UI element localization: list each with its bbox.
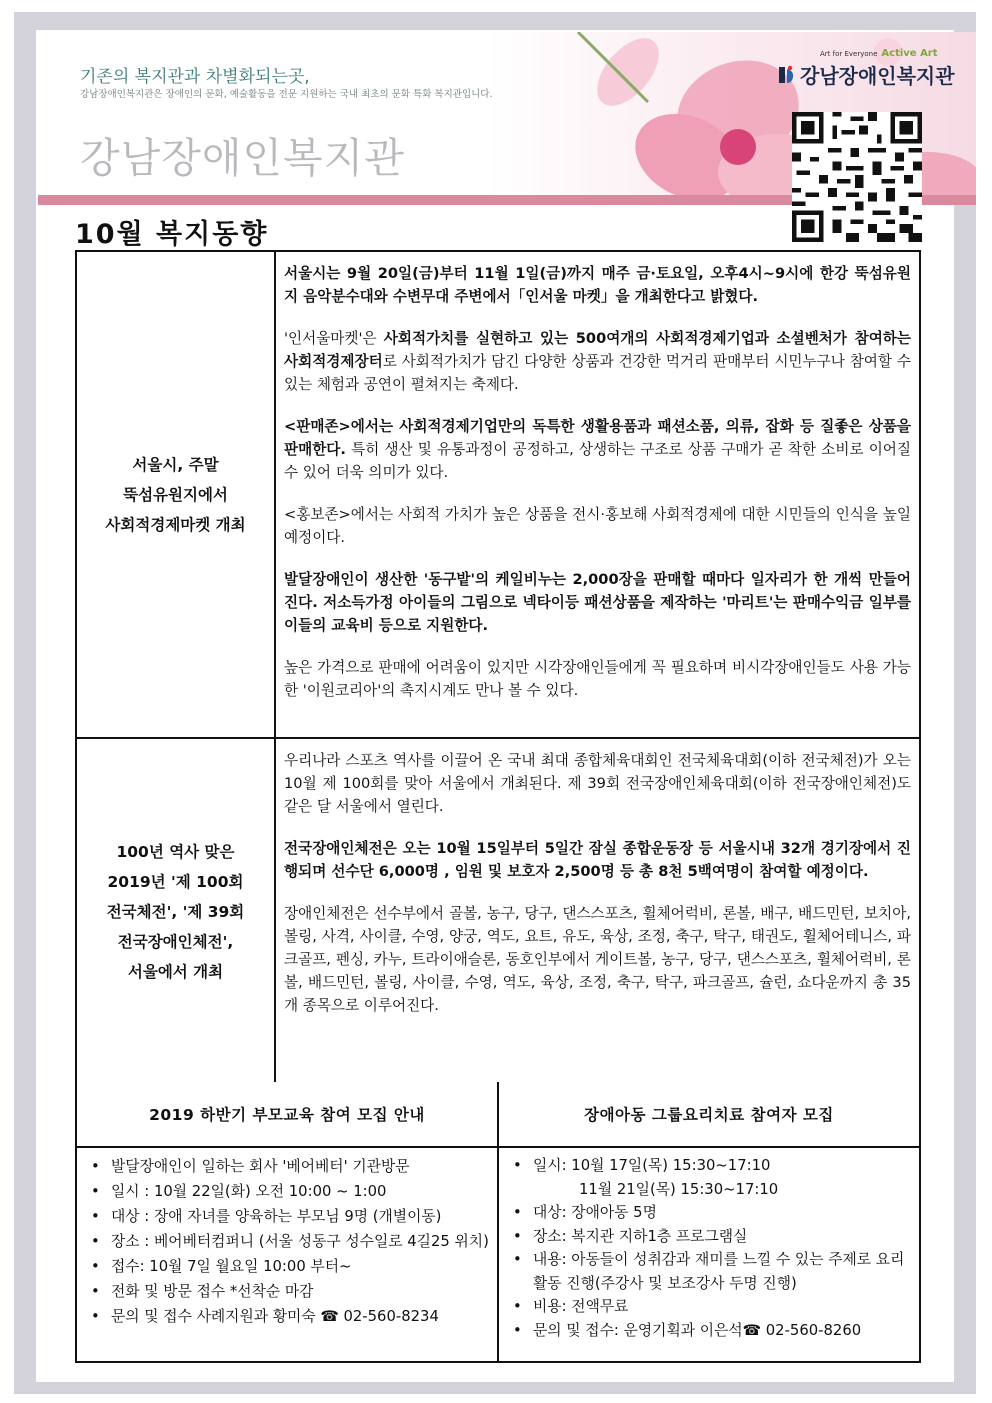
org-logo [776, 60, 955, 89]
article-paragraph: 우리나라 스포츠 역사를 이끌어 온 국내 최대 종합체육대회인 전국체육대회(이하 전국체전)가 오는 10월 제 100회를 맞아 서울에서 개최된다. 제 39회 전국장애인체육대회(이하 전국장애인체전)도 같은 달 서울에서 열린다. [284, 752, 911, 815]
notice-boxes [75, 1082, 921, 1363]
article-title-line: 서울시, 주말 [132, 455, 219, 474]
article-paragraph: 전국장애인체전은 오는 10월 15일부터 5일간 잠실 종합운동장 등 서울시내 32개 경기장에서 진행되며 선수단 6,000명 , 임원 및 보호자 2,500명 등 총 8천 5백여명이 참여할 예정이다. [284, 840, 911, 880]
logo-brand: Active Art [881, 48, 938, 59]
article-title-line: 뚝섬유원지에서 [123, 485, 228, 504]
article-paragraph [284, 415, 911, 484]
article-paragraph: 높은 가격으로 판매에 어려움이 있지만 시각장애인들에게 꼭 필요하며 비시각장애인들도 사용 가능한 '이원코리아'의 촉지시계도 만나 볼 수 있다. [284, 659, 911, 699]
article-title-line: 서울에서 개최 [127, 963, 224, 981]
article-paragraph: 서울시는 9월 20일(금)부터 11월 1일(금)까지 매주 금·토요일, 오후4시~9시에 한강 뚝섬유원지 음악분수대와 수변무대 주변에서「인서울 마켓」을 개최한다고 밝혔다. [284, 265, 911, 305]
article-title-line: 2019년 '제 100회 [107, 873, 244, 891]
logo-org-name: 강남장애인복지관 [800, 64, 955, 88]
article-paragraph [284, 327, 911, 396]
notice-item: • 대상: 장애아동 5명 [509, 1201, 911, 1225]
notice-item: • 내용: 아동들이 성취감과 재미를 느낄 수 있는 주제로 요리활동 진행(주강사 및 보조강사 두명 진행) [509, 1248, 911, 1295]
notice-item: • 문의 및 접수 사례지원과 황미숙 ☎ 02-560-8234 [87, 1304, 489, 1329]
paragraph-emphasis: 사회적가치를 실현하고 있는 500여개의 사회적경제기업과 소셜벤처가 참여하는 사회적경제장터 [284, 330, 912, 370]
qr-code [792, 112, 922, 242]
notice-item: • 일시 : 10월 22일(화) 오전 10:00 ~ 1:00 [87, 1179, 489, 1204]
notice-item: • 접수: 10월 7일 월요일 10:00 부터~ [87, 1254, 489, 1279]
article-paragraph: <홍보존>에서는 사회적 가치가 높은 상품을 전시·홍보해 사회적경제에 대한 시민들의 인식을 높일 예정이다. [284, 506, 911, 546]
header-subtagline: 강남장애인복지관은 장애인의 문화, 예술활동을 전문 지원하는 국내 최초의 문화 특화 복지관입니다. [80, 89, 493, 100]
notice-title: 장애아동 그룹요리치료 참여자 모집 [499, 1082, 919, 1148]
paragraph-lead: '인서울마켓'은 [284, 330, 384, 347]
article-title-line: 전국체전', '제 39회 [106, 903, 245, 921]
article-title-line: 사회적경제마켓 개최 [105, 515, 246, 534]
org-name-large: 강남장애인복지관 [80, 134, 405, 182]
header-tagline: 기존의 복지관과 차별화되는곳, [80, 67, 310, 87]
logo-slogan [820, 48, 938, 59]
notice-list [499, 1148, 919, 1342]
notice-item: • 비용: 전액무료 [509, 1295, 911, 1319]
notice-item: • 장소 : 베어베터컴퍼니 (서울 성동구 성수일로 4길25 위치) [87, 1229, 489, 1254]
section-title: 10월 복지동향 [75, 219, 269, 250]
paragraph-emphasis: <판매존>에서는 사회적경제기업만의 독특한 생활용품과 패션소품, 의류, 잡화 등 질좋은 상품을 판매한다. [284, 418, 911, 458]
article-title-line: 100년 역사 맞은 [116, 843, 235, 861]
logo-mark-icon [776, 65, 796, 85]
notice-item-continued: 11월 21일(목) 15:30~17:10 [579, 1180, 779, 1198]
notice-title: 2019 하반기 부모교육 참여 모집 안내 [77, 1082, 497, 1148]
notice-item: • 발달장애인이 일하는 회사 '베어베터' 기관방문 [87, 1154, 489, 1179]
paragraph-rest: 로 사회적가치가 담긴 다양한 상품과 건강한 먹거리 판매부터 시민누구나 참여할 수 있는 체험과 공연이 펼쳐지는 축제다. [284, 353, 911, 393]
article-row [77, 252, 919, 739]
notice-item: • 전화 및 방문 접수 *선착순 마감 [87, 1279, 489, 1304]
article-title [77, 739, 276, 1085]
article-paragraph: 장애인체전은 선수부에서 골볼, 농구, 당구, 댄스스포츠, 휠체어럭비, 론볼, 배구, 배드민턴, 보치아, 볼링, 사격, 사이클, 수영, 양궁, 역도, 요트, 유도, 육상, 조정, 축구, 탁구, 태권도, 휠체어테니스, 파크골프, 펜싱, 카누, 트라이애슬론, 동호인부에서 게이트볼, 농구, 당구, 댄스스포츠, 휠체어럭비, 론볼, 배드민턴, 볼링, 사이클, 수영, 역도, 육상, 조정, 축구, 탁구, 파크골프, 슐런, 쇼다운까지 총 35개 종목으로 이루어진다. [284, 905, 911, 1014]
logo-small-text: Art for Everyone [820, 50, 878, 58]
article-title-line: 전국장애인체전', [117, 933, 234, 951]
notice-item: • 대상 : 장애 자녀를 양육하는 부모님 9명 (개별이동) [87, 1204, 489, 1229]
article-title [77, 252, 276, 737]
notice-cooking-therapy [499, 1082, 919, 1361]
notice-item: • 장소: 복지관 지하1층 프로그램실 [509, 1225, 911, 1249]
article-row [77, 739, 919, 1085]
paragraph-rest: 특히 생산 및 유통과정이 공정하고, 상생하는 구조로 상품 구매가 곧 착한 소비로 이어질 수 있어 더욱 의미가 있다. [284, 441, 911, 481]
article-paragraph: 발달장애인이 생산한 '동구밭'의 케일비누는 2,000장을 판매할 때마다 일자리가 한 개씩 만들어진다. 저소득가정 아이들의 그림으로 넥타이등 패션상품을 제작하는 '마리트'는 판매수익금 일부를 이들의 교육비 등으로 지원한다. [284, 571, 911, 634]
news-table [75, 250, 921, 1087]
notice-item: • 문의 및 접수: 운영기획과 이은석☎ 02-560-8260 [509, 1319, 911, 1343]
notice-list [77, 1148, 497, 1329]
article-body [276, 252, 919, 737]
article-body [276, 739, 919, 1085]
notice-parent-education [77, 1082, 499, 1361]
notice-item: • 일시: 10월 17일(목) 15:30~17:10 [509, 1154, 911, 1178]
